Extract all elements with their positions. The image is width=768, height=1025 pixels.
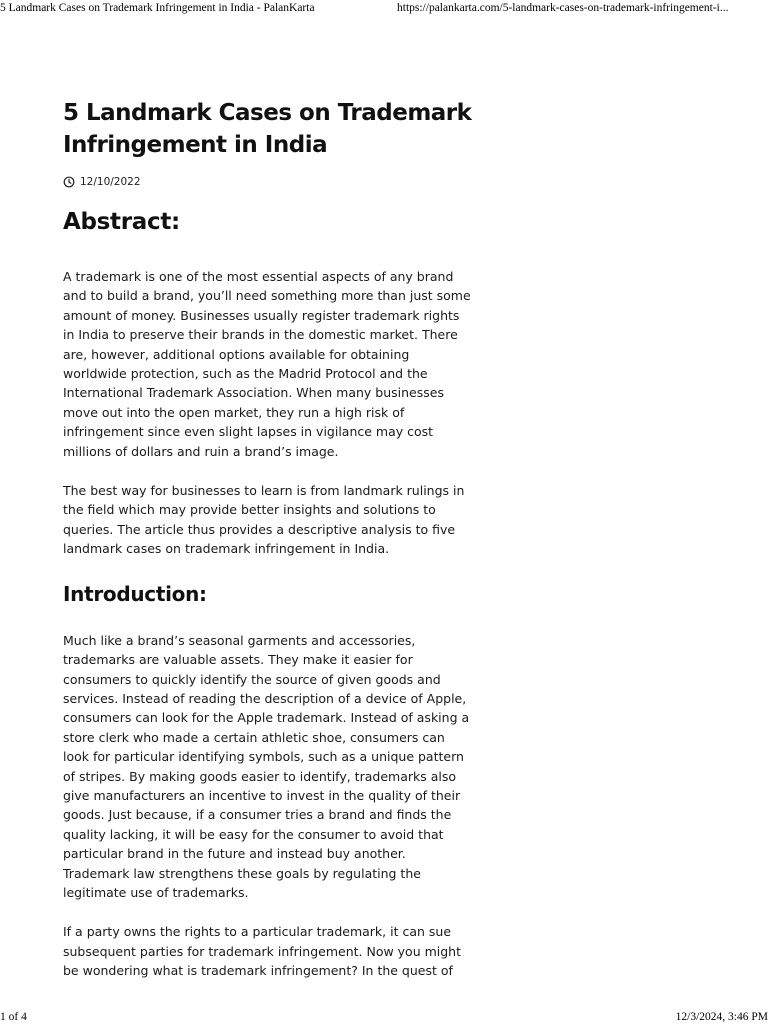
article-title-line: 5 Landmark Cases on Trademark [63, 100, 472, 126]
text-line: the field which may provide better insights and solutions to [63, 502, 436, 518]
abstract-paragraph-1 [63, 267, 488, 461]
post-date: 12/10/2022 [80, 176, 141, 188]
text-line: International Trademark Association. When many businesses [63, 385, 444, 401]
article-title-line: Infringement in India [63, 132, 328, 158]
text-line: and to build a brand, you’ll need something more than just some [63, 288, 471, 304]
text-line: look for particular identifying symbols, such as a unique pattern [63, 749, 464, 765]
print-header [0, 0, 768, 16]
text-line: If a party owns the rights to a particular trademark, it can sue [63, 924, 452, 940]
text-line: goods. Just because, if a consumer tries a brand and finds the [63, 807, 452, 823]
introduction-paragraph-2 [63, 922, 488, 980]
text-line: worldwide protection, such as the Madrid Protocol and the [63, 366, 428, 382]
text-line: move out into the open market, they run a high risk of [63, 404, 405, 420]
text-line: The best way for businesses to learn is from landmark rulings in [63, 483, 465, 499]
print-footer [0, 1009, 768, 1025]
text-line: amount of money. Businesses usually register trademark rights [63, 307, 460, 323]
text-line: quality lacking, it will be easy for the consumer to avoid that [63, 826, 444, 842]
text-line: trademarks are valuable assets. They make it easier for [63, 652, 413, 668]
text-line: of stripes. By making goods easier to identify, trademarks also [63, 768, 457, 784]
text-line: consumers can look for the Apple trademark. Instead of asking a [63, 710, 470, 726]
text-line: services. Instead of reading the description of a device of Apple, [63, 690, 467, 706]
abstract-paragraph-2 [63, 481, 488, 559]
text-line: particular brand in the future and instead buy another. [63, 846, 406, 862]
introduction-heading: Introduction: [63, 581, 207, 606]
text-line: consumers to quickly identify the source of given goods and [63, 671, 441, 687]
introduction-paragraph-1 [63, 631, 488, 903]
text-line: store clerk who made a certain athletic shoe, consumers can [63, 729, 445, 745]
text-line: are, however, additional options available for obtaining [63, 346, 410, 362]
text-line: be wondering what is trademark infringement? In the quest of [63, 963, 453, 979]
text-line: millions of dollars and ruin a brand’s image. [63, 443, 339, 459]
article-title [63, 97, 488, 161]
clock-icon [63, 176, 75, 188]
text-line: A trademark is one of the most essential aspects of any brand [63, 269, 454, 284]
text-line: infringement since even slight lapses in vigilance may cost [63, 424, 434, 440]
text-line: in India to preserve their brands in the domestic market. There [63, 327, 458, 343]
text-line: landmark cases on trademark infringement in India. [63, 541, 390, 557]
text-line: Trademark law strengthens these goals by regulating the [63, 865, 421, 881]
text-line: queries. The article thus provides a descriptive analysis to five [63, 521, 456, 537]
print-datetime: 12/3/2024, 3:46 PM [675, 1011, 768, 1023]
print-page-url: https://palankarta.com/5-landmark-cases-on-trademark-infringement-i... [397, 2, 729, 14]
print-page-title: 5 Landmark Cases on Trademark Infringement in India - PalanKarta [0, 2, 315, 14]
text-line: give manufacturers an incentive to invest in the quality of their [63, 787, 461, 803]
post-meta [63, 174, 488, 190]
abstract-heading: Abstract: [63, 209, 180, 235]
article [63, 97, 488, 981]
page-number: 1 of 4 [0, 1011, 27, 1023]
text-line: legitimate use of trademarks. [63, 884, 249, 900]
text-line: Much like a brand’s seasonal garments and accessories, [63, 632, 416, 648]
text-line: subsequent parties for trademark infringement. Now you might [63, 943, 462, 959]
